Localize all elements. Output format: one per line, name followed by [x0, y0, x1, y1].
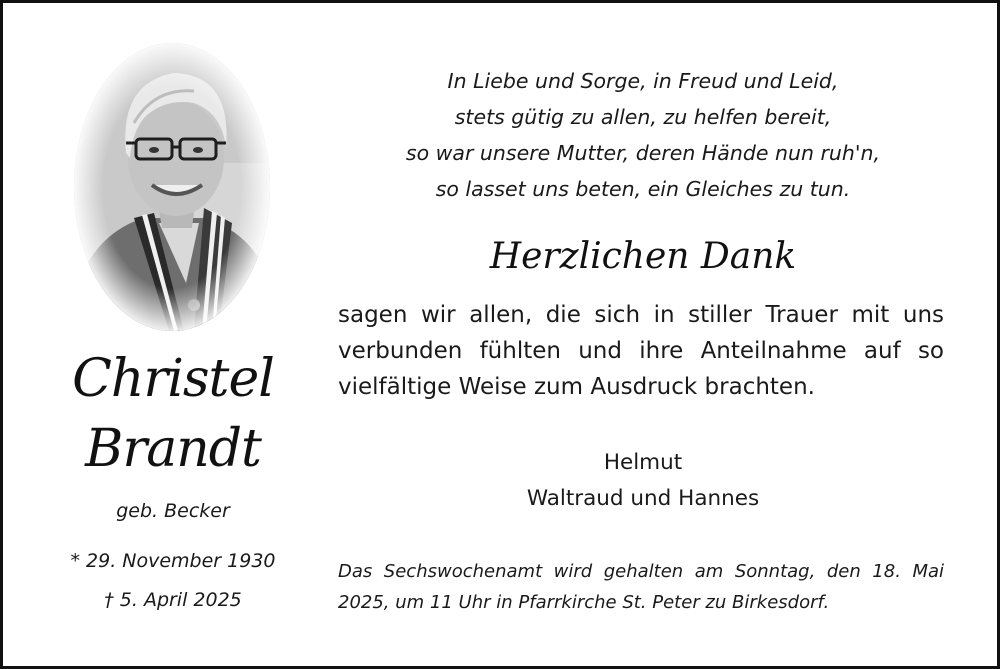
first-name: Christel	[72, 349, 274, 409]
family-line: Waltraud und Hannes	[526, 486, 760, 511]
family-line: Helmut	[603, 450, 683, 475]
thanks-heading: Herzlichen Dank	[489, 236, 797, 277]
family-signatures	[343, 445, 943, 517]
poem-line: stets gütig zu allen, zu helfen bereit,	[454, 105, 832, 129]
portrait-illustration	[74, 43, 270, 331]
portrait-photo	[74, 43, 270, 331]
poem-line: In Liebe und Sorge, in Freud und Leid,	[447, 69, 839, 93]
thanks-text: sagen wir allen, die sich in stiller Trauer mit uns verbunden fühlten und ihre Anteilnahme auf so vielfältige Weise zum Ausdruck brachten.	[338, 302, 944, 400]
birth-date: * 29. November 1930	[70, 550, 276, 572]
last-name: Brandt	[85, 419, 261, 479]
poem	[343, 63, 943, 207]
service-announcement: Das Sechswochenamt wird gehalten am Sonntag, den 18. Mai 2025, um 11 Uhr in Pfarrkirche St. Peter zu Birkesdorf.	[338, 561, 944, 613]
poem-line: so war unsere Mutter, deren Hände nun ruh'n,	[405, 141, 881, 165]
poem-line: so lasset uns beten, ein Gleiches zu tun.	[435, 177, 851, 201]
maiden-name: geb. Becker	[116, 500, 230, 522]
death-date: † 5. April 2025	[104, 589, 242, 611]
